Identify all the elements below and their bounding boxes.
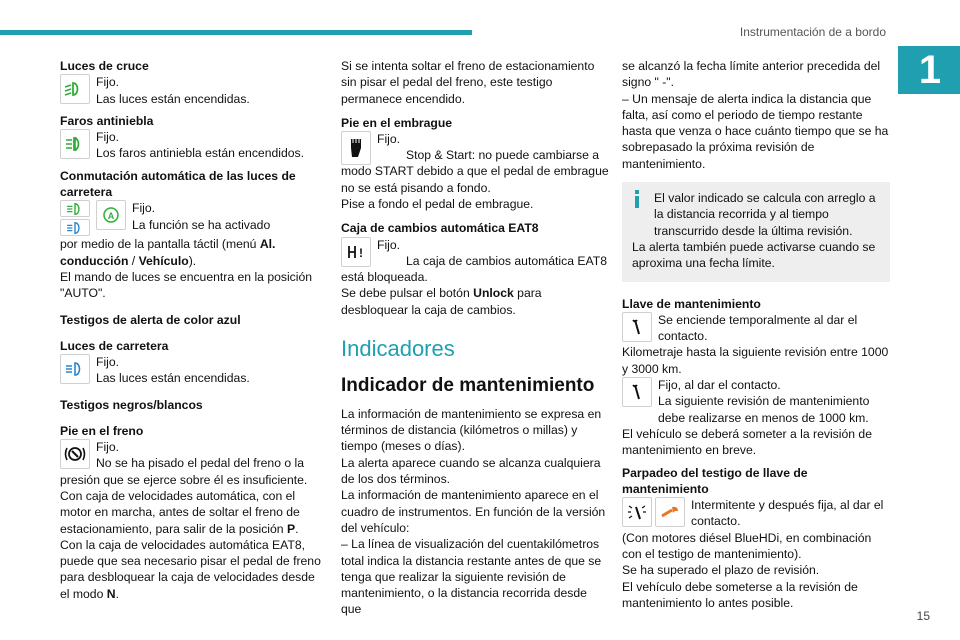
heading-carretera: Luces de carretera (60, 338, 169, 353)
text-line: Las luces están encendidas. (96, 91, 250, 106)
embrague-text: Stop & Start: no puede cambiarse a modo START debido a que el pedal de embrague no se está pisando a fondo. (341, 148, 609, 195)
mant-p5: se alcanzó la fecha límite anterior precedida del signo " -". (622, 59, 881, 90)
heading-embrague: Pie en el embrague (341, 115, 453, 130)
text-bold: P (286, 521, 296, 536)
heading-auto-lights: Conmutación automática de las luces de carretera (60, 168, 296, 200)
parpadeo-icons (622, 497, 685, 527)
text-part: Con caja de velocidades automática, con el motor en marcha, antes de soltar el freno de estacionamiento, para salir de la posición (60, 488, 300, 536)
mant-p1: La información de mantenimiento se expresa en términos de distancia (kilómetros o millas) y tiempo (meses o días). (341, 406, 602, 454)
low-beam-icon (60, 74, 90, 104)
item-carretera (60, 354, 322, 387)
text-bold: N (106, 586, 116, 601)
text-line: Se enciende temporalmente al dar el contacto. (658, 312, 858, 344)
text-line: Los faros antiniebla están encendidos. (96, 146, 305, 161)
parpadeo-l3: Se ha superado el plazo de revisión. (622, 563, 820, 578)
text-line: Las luces están encendidas. (96, 371, 250, 386)
text-line: Fijo. (96, 130, 120, 145)
wrench-fixed-icon (622, 377, 652, 407)
heading-luces-cruce: Luces de cruce (60, 59, 149, 73)
item-faros (60, 129, 322, 162)
heading-eat8: Caja de cambios automática EAT8 (341, 221, 539, 236)
parpadeo-l2: (Con motores diésel BlueHDi, en combinación con el testigo de mantenimiento). (622, 530, 872, 562)
info-text-1: El valor indicado se calcula con arreglo a la distancia recorrida y al tiempo transcurrido desde la última revisión. (654, 191, 876, 238)
text-part: ). (188, 253, 197, 268)
text-line: Fijo. (377, 237, 401, 252)
text-part: Se debe pulsar el botón (341, 286, 474, 301)
text-bold: Vehículo (138, 253, 189, 268)
text-line: Fijo. (96, 355, 120, 370)
text-line: La siguiente revisión de mantenimiento debe realizarse en menos de 1000 km. (658, 394, 870, 425)
fog-light-icon (60, 129, 90, 159)
heading-faros: Faros antiniebla (60, 113, 154, 128)
eat8-unlock-text (341, 285, 609, 318)
llave-b3: El vehículo se deberá someter a la revisión de mantenimiento en breve. (622, 426, 872, 458)
llave-km-text: Kilometraje hasta la siguiente revisión entre 1000 y 3000 km. (622, 345, 889, 376)
wrench-blinking-icon (622, 497, 652, 527)
freno-auto-text (60, 488, 322, 537)
text-line: Fijo. (96, 440, 120, 455)
item-llave-b (622, 377, 890, 426)
info-box (622, 182, 890, 281)
mant-p2: La alerta aparece cuando se alcanza cualquiera de los dos términos. (341, 455, 601, 487)
parpadeo-l4: El vehículo debe someterse a la revisión de mantenimiento lo antes posible. (622, 579, 858, 610)
embrague-action: Pise a fondo el pedal de embrague. (341, 197, 534, 212)
auto-icons (60, 200, 90, 236)
section-indicadores: Indicadores (341, 335, 455, 361)
column-3 (622, 58, 890, 611)
text-part: . (295, 521, 299, 536)
mant-p6: – Un mensaje de alerta indica la distancia que falta, así como el periodo de tiempo restante hasta que venza o hace cuánto tiempo que se ha sobrepasado la próxima revisión de mantenimiento. (622, 91, 889, 171)
auto-high-beam-icon-blue (60, 219, 90, 236)
freno-text: No se ha pisado el pedal del freno o la presión que se ejerce sobre él es insuficiente. (60, 456, 308, 487)
text-bold: Unlock (473, 286, 514, 301)
text-line: Fijo. (377, 132, 401, 147)
header-accent-bar (0, 30, 472, 35)
brake-foot-icon (60, 439, 90, 469)
wrench-icon (622, 312, 652, 342)
text-line: Fijo. (96, 75, 120, 90)
auto-lights-position: El mando de luces se encuentra en la posición "AUTO". (60, 269, 313, 301)
text-line: Fijo. (132, 201, 156, 216)
auto-lights-menu-text (60, 236, 322, 269)
freno-continuation: Si se intenta soltar el freno de estacionamiento sin pisar el pedal del freno, este testigo permanece encendido. (341, 59, 595, 106)
page-number: 15 (916, 609, 930, 623)
item-parpadeo (622, 497, 890, 530)
column-2 (341, 58, 609, 618)
heading-freno: Pie en el freno (60, 424, 144, 439)
section-mantenimiento: Indicador de mantenimiento (341, 374, 595, 396)
info-icon (632, 190, 642, 208)
item-auto-lights (60, 200, 322, 236)
heading-llave: Llave de mantenimiento (622, 296, 761, 311)
heading-azul: Testigos de alerta de color azul (60, 312, 241, 327)
info-text-2: La alerta también puede activarse cuando se aproxima una fecha límite. (632, 239, 876, 271)
text-line: Fijo, al dar el contacto. (658, 378, 781, 393)
gearbox-alert-icon (341, 237, 371, 267)
auto-high-beam-icon-green (60, 200, 90, 217)
svg-text:A: A (107, 211, 115, 222)
wrench-orange-icon (655, 497, 685, 527)
heading-negros: Testigos negros/blancos (60, 397, 203, 412)
text-part: para desbloquear la caja de cambios. (341, 286, 542, 317)
clutch-foot-icon (341, 131, 371, 165)
chapter-number: 1 (918, 48, 942, 92)
mant-p3: La información de mantenimiento aparece en el cuadro de instrumentos. En función de la versión del vehículo: (341, 488, 606, 535)
svg-text:!: ! (359, 245, 363, 260)
mant-p4: – La línea de visualización del cuentakilómetros total indica la distancia restante antes de que se tenga que realizar la siguiente revisión de mantenimiento, o la distancia recorrida desde que (341, 537, 602, 617)
text-part: por medio de la pantalla táctil (menú (60, 237, 260, 252)
text-part: Con la caja de velocidades automática EAT8, puede que sea necesario pisar el pedal de freno para desbloquear la caja de velocidades desde el modo (60, 537, 321, 601)
text-part: / (128, 253, 139, 268)
item-llave-a (622, 312, 890, 345)
item-luces-cruce (60, 74, 322, 107)
text-part: . (115, 586, 119, 601)
freno-eat8-text (60, 537, 322, 602)
high-beam-icon (60, 354, 90, 384)
header-title: Instrumentación de a bordo (739, 25, 886, 39)
eat8-text: La caja de cambios automática EAT8 está bloqueada. (341, 253, 607, 284)
text-line: Intermitente y después fija, al dar el contacto. (691, 498, 884, 529)
text-bold: Al. conducción (60, 237, 276, 268)
auto-lights-a-icon (96, 200, 126, 230)
heading-parpadeo: Parpadeo del testigo de llave de mantenimiento (622, 465, 808, 496)
column-1 (60, 58, 322, 602)
text-line: La función se ha activado (132, 217, 271, 232)
